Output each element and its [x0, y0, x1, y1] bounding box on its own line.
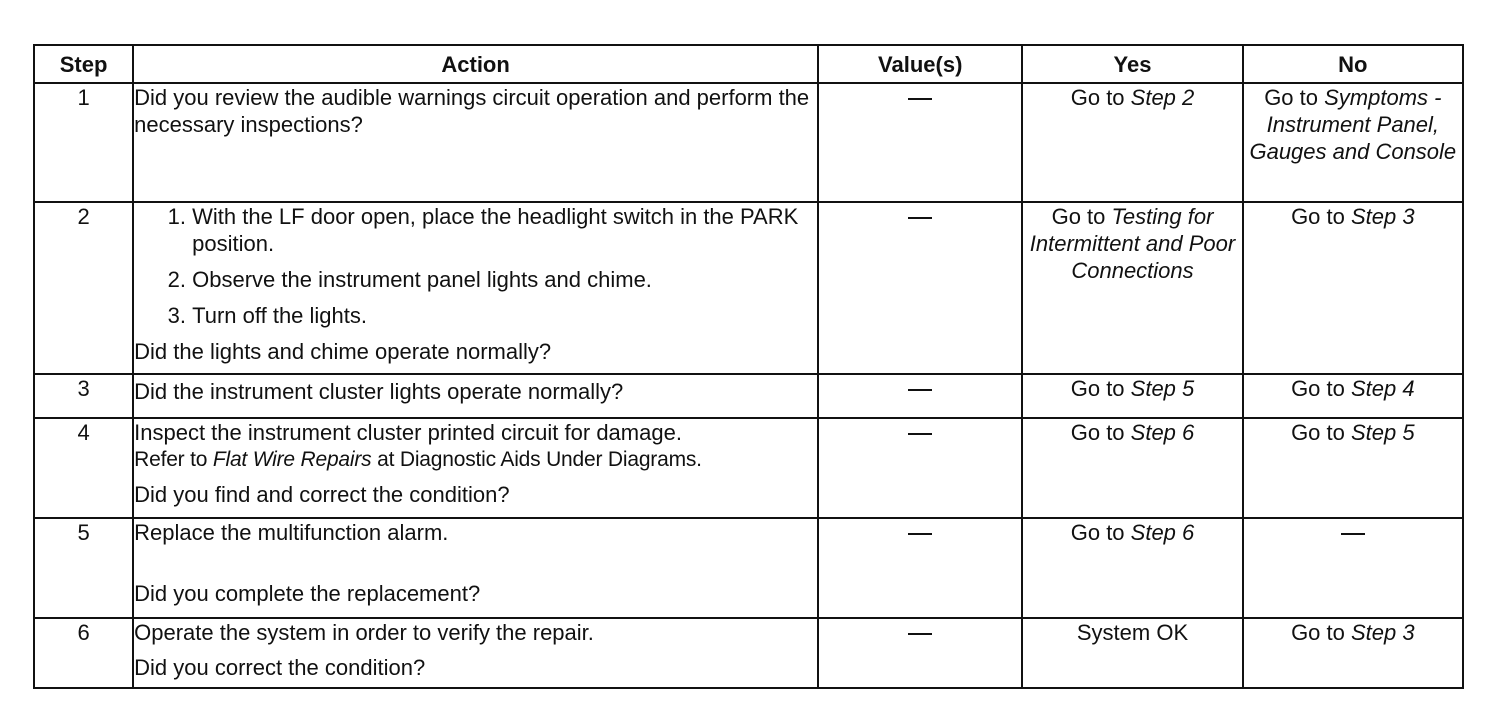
no-link[interactable]: Step 5	[1350, 420, 1415, 445]
step-number: 4	[34, 418, 133, 518]
header-row	[34, 45, 1463, 83]
no-cell	[1243, 618, 1463, 688]
yes-result: System OK	[1076, 620, 1189, 645]
dash-mark	[908, 98, 932, 100]
value-cell	[818, 374, 1022, 418]
list-item: 1. With the LF door open, place the headlight switch in the PARK position.	[192, 203, 817, 257]
yes-link[interactable]: Step 2	[1130, 85, 1195, 110]
table-row-step-1	[34, 83, 1463, 202]
yes-cell	[1022, 418, 1242, 518]
header-step: Step	[34, 45, 133, 83]
action-question: Did you complete the replacement?	[134, 581, 481, 606]
dash-mark	[1341, 533, 1365, 535]
action-instruction: Replace the multifunction alarm.	[134, 520, 449, 545]
step-number: 1	[34, 83, 133, 202]
no-link[interactable]: Step 4	[1350, 376, 1415, 401]
action-question: Did the lights and chime operate normally?	[134, 339, 552, 364]
no-cell	[1243, 418, 1463, 518]
table-row-step-5	[34, 518, 1463, 618]
yes-link[interactable]: Step 6	[1130, 420, 1195, 445]
yes-link[interactable]: Testing for Intermittent and Poor Connections	[1029, 204, 1236, 283]
no-cell	[1243, 202, 1463, 374]
action-question: Did you correct the condition?	[134, 655, 426, 680]
step-number: 3	[34, 374, 133, 418]
no-prefix: Go to	[1291, 204, 1351, 229]
list-item: 3. Turn off the lights.	[192, 302, 817, 329]
yes-link[interactable]: Step 5	[1130, 376, 1195, 401]
yes-cell	[1022, 618, 1242, 688]
no-prefix: Go to	[1291, 420, 1351, 445]
diagnostic-table	[33, 44, 1464, 689]
action-question: Did you review the audible warnings circuit operation and perform the necessary inspections?	[134, 85, 810, 137]
dash-mark	[908, 633, 932, 635]
header-yes: Yes	[1022, 45, 1242, 83]
action-steps-list	[134, 203, 817, 329]
action-cell	[133, 202, 818, 374]
no-prefix: Go to	[1291, 376, 1351, 401]
dash-mark	[908, 217, 932, 219]
action-cell	[133, 83, 818, 202]
yes-prefix: Go to	[1070, 85, 1131, 110]
yes-prefix: Go to	[1070, 520, 1131, 545]
yes-cell	[1022, 83, 1242, 202]
action-instruction: Operate the system in order to verify the repair.	[134, 620, 594, 645]
action-question: Did the instrument cluster lights operate normally?	[134, 379, 624, 404]
action-instruction: Inspect the instrument cluster printed circuit for damage.	[134, 420, 682, 445]
yes-link[interactable]: Step 6	[1130, 520, 1195, 545]
dash-mark	[908, 433, 932, 435]
yes-cell	[1022, 374, 1242, 418]
value-cell	[818, 202, 1022, 374]
dash-mark	[908, 533, 932, 535]
table-row-step-6	[34, 618, 1463, 688]
yes-cell	[1022, 202, 1242, 374]
step-number: 6	[34, 618, 133, 688]
list-item: 2. Observe the instrument panel lights and chime.	[192, 266, 817, 293]
no-prefix: Go to	[1264, 85, 1325, 110]
no-link[interactable]: Step 3	[1350, 204, 1415, 229]
step-number: 5	[34, 518, 133, 618]
no-link[interactable]: Step 3	[1350, 620, 1415, 645]
yes-cell	[1022, 518, 1242, 618]
header-values: Value(s)	[818, 45, 1022, 83]
table-row-step-4	[34, 418, 1463, 518]
reference-prefix: Refer to	[134, 448, 213, 471]
dash-mark	[908, 389, 932, 391]
action-cell	[133, 418, 818, 518]
yes-prefix: Go to	[1070, 420, 1131, 445]
reference-link[interactable]: Flat Wire Repairs	[212, 448, 372, 471]
header-action: Action	[133, 45, 818, 83]
no-prefix: Go to	[1291, 620, 1351, 645]
header-no: No	[1243, 45, 1463, 83]
yes-prefix: Go to	[1070, 376, 1131, 401]
table-row-step-3	[34, 374, 1463, 418]
action-cell	[133, 618, 818, 688]
no-cell	[1243, 518, 1463, 618]
action-cell	[133, 374, 818, 418]
no-cell	[1243, 374, 1463, 418]
action-cell	[133, 518, 818, 618]
table-row-step-2	[34, 202, 1463, 374]
action-question: Did you find and correct the condition?	[134, 482, 510, 507]
value-cell	[818, 618, 1022, 688]
step-number: 2	[34, 202, 133, 374]
action-reference	[134, 446, 817, 473]
yes-prefix: Go to	[1051, 204, 1112, 229]
value-cell	[818, 418, 1022, 518]
value-cell	[818, 83, 1022, 202]
no-link[interactable]: Symptoms - Instrument Panel, Gauges and Console	[1249, 85, 1457, 164]
value-cell	[818, 518, 1022, 618]
no-cell	[1243, 83, 1463, 202]
reference-suffix: at Diagnostic Aids Under Diagrams.	[371, 448, 702, 471]
